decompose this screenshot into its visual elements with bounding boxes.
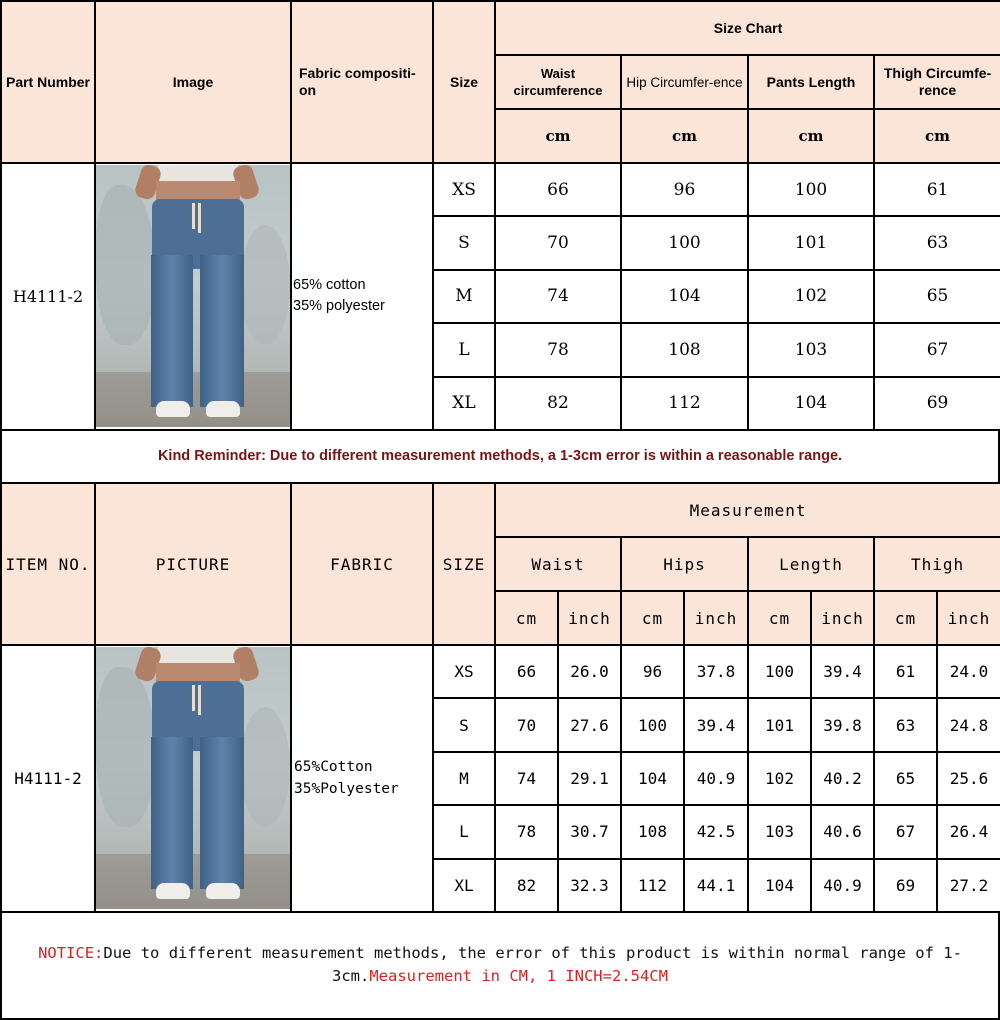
hips-inch-cell: 40.9 [684,752,748,805]
length-cell: 100 [748,163,874,216]
unit-inch: inch [684,591,748,645]
waist-inch-cell: 27.6 [558,698,621,751]
thigh-cell: 69 [874,377,1000,430]
size-cell: S [433,698,495,751]
waist-cm-cell: 66 [495,645,558,698]
table-row [1,645,1000,698]
size-cell: XL [433,859,495,912]
unit-cm: cm [748,109,874,163]
fabric-line: 35%Polyester [294,781,399,798]
waist-cell: 66 [495,163,621,216]
size-header: SIZE [433,483,495,645]
hips-cm-cell: 104 [621,752,684,805]
length-inch-cell: 40.2 [811,752,874,805]
item-no-value: H4111-2 [1,645,95,912]
notice-label: NOTICE: [38,944,104,962]
length-cell: 101 [748,216,874,269]
length-inch-cell: 39.4 [811,645,874,698]
thigh-cm-cell: 69 [874,859,937,912]
waist-inch-cell: 29.1 [558,752,621,805]
hip-cell: 100 [621,216,748,269]
hips-cm-cell: 112 [621,859,684,912]
waist-header: Waist [495,537,621,591]
size-chart-header: Size Chart [495,1,1000,55]
waist-cm-cell: 82 [495,859,558,912]
part-number-value: H4111-2 [1,163,95,430]
hip-cell: 112 [621,377,748,430]
notice-highlight: Measurement in CM, 1 INCH=2.54CM [369,967,668,985]
length-header: Length [748,537,874,591]
size-cell: L [433,323,495,376]
hips-header: Hips [621,537,748,591]
measurement-header: Measurement [495,483,1000,537]
waist-cm-cell: 78 [495,805,558,858]
thigh-cell: 63 [874,216,1000,269]
hips-cm-cell: 96 [621,645,684,698]
size-cell: M [433,752,495,805]
thigh-inch-cell: 24.8 [937,698,1000,751]
thigh-cell: 65 [874,270,1000,323]
size-chart-table-1 [0,0,1000,431]
fabric-line: 65%Cotton [294,759,373,776]
hips-cm-cell: 108 [621,805,684,858]
thigh-cm-cell: 61 [874,645,937,698]
jeans-photo [96,647,290,909]
unit-inch: inch [937,591,1000,645]
waist-cell: 70 [495,216,621,269]
size-chart-table-2 [0,482,1000,913]
jeans-photo [96,165,290,427]
waist-cm-cell: 70 [495,698,558,751]
product-image [95,645,291,912]
thigh-inch-cell: 27.2 [937,859,1000,912]
fabric-header: Fabric compositi-on [291,1,433,163]
size-cell: XL [433,377,495,430]
size-cell: S [433,216,495,269]
notice-box [0,912,1000,1020]
thigh-header: Thigh Circumfe-rence [874,55,1000,109]
unit-cm: cm [495,109,621,163]
size-header: Size [433,1,495,163]
fabric-line: 65% cotton [293,277,366,294]
length-cell: 102 [748,270,874,323]
thigh-cm-cell: 67 [874,805,937,858]
thigh-cm-cell: 65 [874,752,937,805]
waist-cm-cell: 74 [495,752,558,805]
hips-inch-cell: 44.1 [684,859,748,912]
fabric-header: FABRIC [291,483,433,645]
hips-cm-cell: 100 [621,698,684,751]
hip-cell: 96 [621,163,748,216]
length-cm-cell: 101 [748,698,811,751]
thigh-inch-cell: 26.4 [937,805,1000,858]
unit-inch: inch [558,591,621,645]
length-header: Pants Length [748,55,874,109]
thigh-header: Thigh [874,537,1000,591]
waist-cell: 74 [495,270,621,323]
hips-inch-cell: 37.8 [684,645,748,698]
item-no-header: ITEM NO. [1,483,95,645]
fabric-value [291,163,433,430]
hip-cell: 104 [621,270,748,323]
unit-cm: cm [874,591,937,645]
length-cm-cell: 102 [748,752,811,805]
kind-reminder: Kind Reminder: Due to different measurement methods, a 1-3cm error is within a reasonable range. [0,429,1000,482]
waist-inch-cell: 30.7 [558,805,621,858]
fabric-line: 35% polyester [293,298,385,315]
unit-cm: cm [621,109,748,163]
waist-inch-cell: 32.3 [558,859,621,912]
thigh-cell: 67 [874,323,1000,376]
length-cell: 103 [748,323,874,376]
hip-header: Hip Circumfer-ence [621,55,748,109]
size-cell: M [433,270,495,323]
waist-cell: 82 [495,377,621,430]
length-cell: 104 [748,377,874,430]
size-cell: L [433,805,495,858]
unit-cm: cm [874,109,1000,163]
waist-cell: 78 [495,323,621,376]
size-cell: XS [433,163,495,216]
notice-text: Due to different measurement methods, the error of this product is within normal range of 1-3cm. [103,944,962,985]
thigh-cm-cell: 63 [874,698,937,751]
hip-cell: 108 [621,323,748,376]
hips-inch-cell: 39.4 [684,698,748,751]
length-cm-cell: 103 [748,805,811,858]
length-cm-cell: 100 [748,645,811,698]
unit-cm: cm [495,591,558,645]
table-row [1,163,1000,216]
thigh-inch-cell: 24.0 [937,645,1000,698]
unit-inch: inch [811,591,874,645]
waist-header: Waist circumference [495,55,621,109]
thigh-cell: 61 [874,163,1000,216]
size-cell: XS [433,645,495,698]
picture-header: PICTURE [95,483,291,645]
part-number-header: Part Number [1,1,95,163]
thigh-inch-cell: 25.6 [937,752,1000,805]
length-cm-cell: 104 [748,859,811,912]
length-inch-cell: 40.6 [811,805,874,858]
image-header: Image [95,1,291,163]
unit-cm: cm [621,591,684,645]
waist-inch-cell: 26.0 [558,645,621,698]
unit-cm: cm [748,591,811,645]
fabric-value [291,645,433,912]
length-inch-cell: 40.9 [811,859,874,912]
hips-inch-cell: 42.5 [684,805,748,858]
product-image [95,163,291,430]
length-inch-cell: 39.8 [811,698,874,751]
